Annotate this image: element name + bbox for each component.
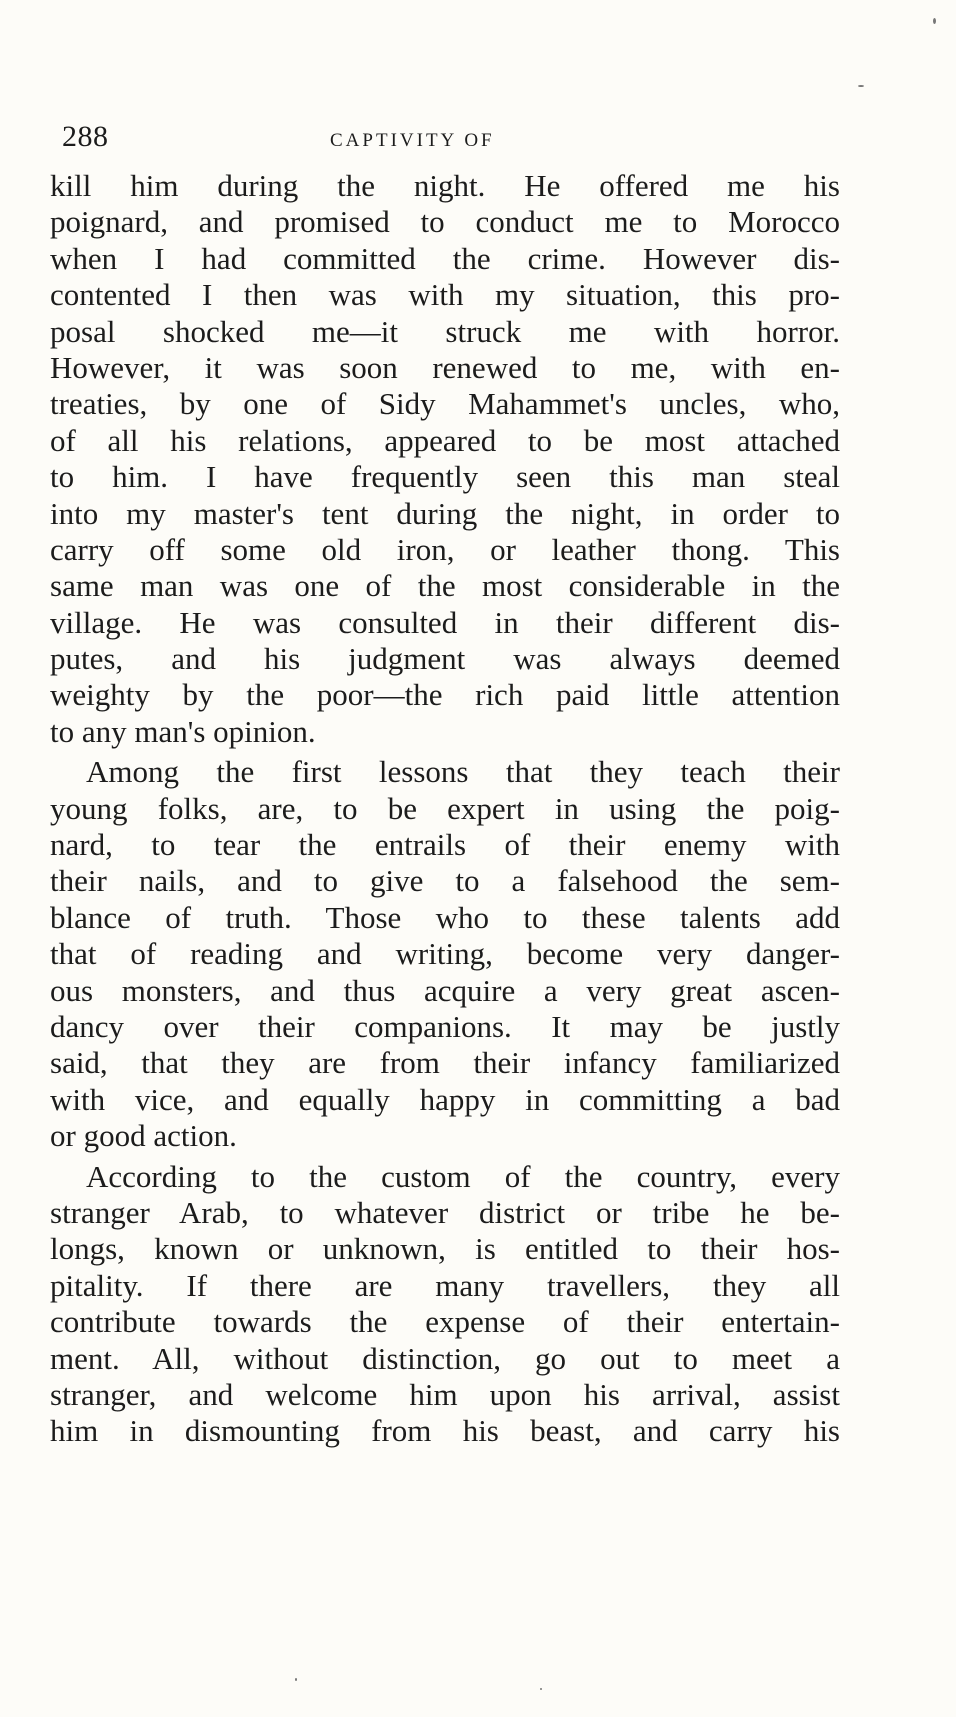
text-line: ous monsters, and thus acquire a very great ascen- <box>50 972 840 1008</box>
paragraph-3 <box>50 1159 840 1450</box>
running-head: CAPTIVITY OF <box>330 130 495 151</box>
page-header <box>62 120 882 164</box>
text-line: to any man's opinion. <box>50 713 316 749</box>
text-line: Among the first lessons that they teach their <box>86 754 840 790</box>
text-line: stranger Arab, to whatever district or tribe he be- <box>50 1194 840 1230</box>
text-line: kill him during the night. He offered me his <box>50 168 840 203</box>
text-line: of all his relations, appeared to be most attached <box>50 422 840 458</box>
paper-speck <box>295 1678 297 1681</box>
text-line: contribute towards the expense of their entertain- <box>50 1304 840 1340</box>
paper-speck <box>858 85 864 87</box>
text-line: treaties, by one of Sidy Mahammet's uncles, who, <box>50 386 840 422</box>
text-line: However, it was soon renewed to me, with en- <box>50 349 840 385</box>
text-line: nard, to tear the entrails of their enemy with <box>50 827 840 863</box>
text-line: posal shocked me—it struck me with horror. <box>50 313 840 349</box>
text-line: with vice, and equally happy in committing a bad <box>50 1081 840 1117</box>
text-line: carry off some old iron, or leather thong. This <box>50 531 840 567</box>
text-line: contented I then was with my situation, this pro- <box>50 277 840 313</box>
text-line: According to the custom of the country, every <box>86 1158 840 1194</box>
text-line: to him. I have frequently seen this man steal <box>50 459 840 495</box>
body-text <box>50 168 840 1454</box>
text-line: pitality. If there are many travellers, they all <box>50 1267 840 1303</box>
text-line: blance of truth. Those who to these talents add <box>50 899 840 935</box>
paper-speck <box>540 1688 542 1690</box>
page-number: 288 <box>62 120 109 153</box>
text-line: same man was one of the most considerable in the <box>50 568 840 604</box>
text-line: into my master's tent during the night, in order to <box>50 495 840 531</box>
text-line: said, that they are from their infancy familiarized <box>50 1045 840 1081</box>
text-line: young folks, are, to be expert in using the poig- <box>50 790 840 826</box>
text-line: that of reading and writing, become very danger- <box>50 936 840 972</box>
paper-speck <box>933 18 936 24</box>
text-line: stranger, and welcome him upon his arrival, assist <box>50 1376 840 1412</box>
paragraph-1 <box>50 168 840 750</box>
text-line: weighty by the poor—the rich paid little attention <box>50 677 840 713</box>
text-line: him in dismounting from his beast, and carry his <box>50 1413 840 1449</box>
text-line: village. He was consulted in their different dis- <box>50 604 840 640</box>
text-line: poignard, and promised to conduct me to Morocco <box>50 204 840 240</box>
text-line: or good action. <box>50 1118 237 1154</box>
text-line: putes, and his judgment was always deemed <box>50 641 840 677</box>
text-line: longs, known or unknown, is entitled to their hos- <box>50 1231 840 1267</box>
paragraph-2 <box>50 754 840 1154</box>
text-line: when I had committed the crime. However dis- <box>50 240 840 276</box>
text-line: ment. All, without distinction, go out to meet a <box>50 1340 840 1376</box>
text-line: their nails, and to give to a falsehood the sem- <box>50 863 840 899</box>
text-line: dancy over their companions. It may be justly <box>50 1008 840 1044</box>
